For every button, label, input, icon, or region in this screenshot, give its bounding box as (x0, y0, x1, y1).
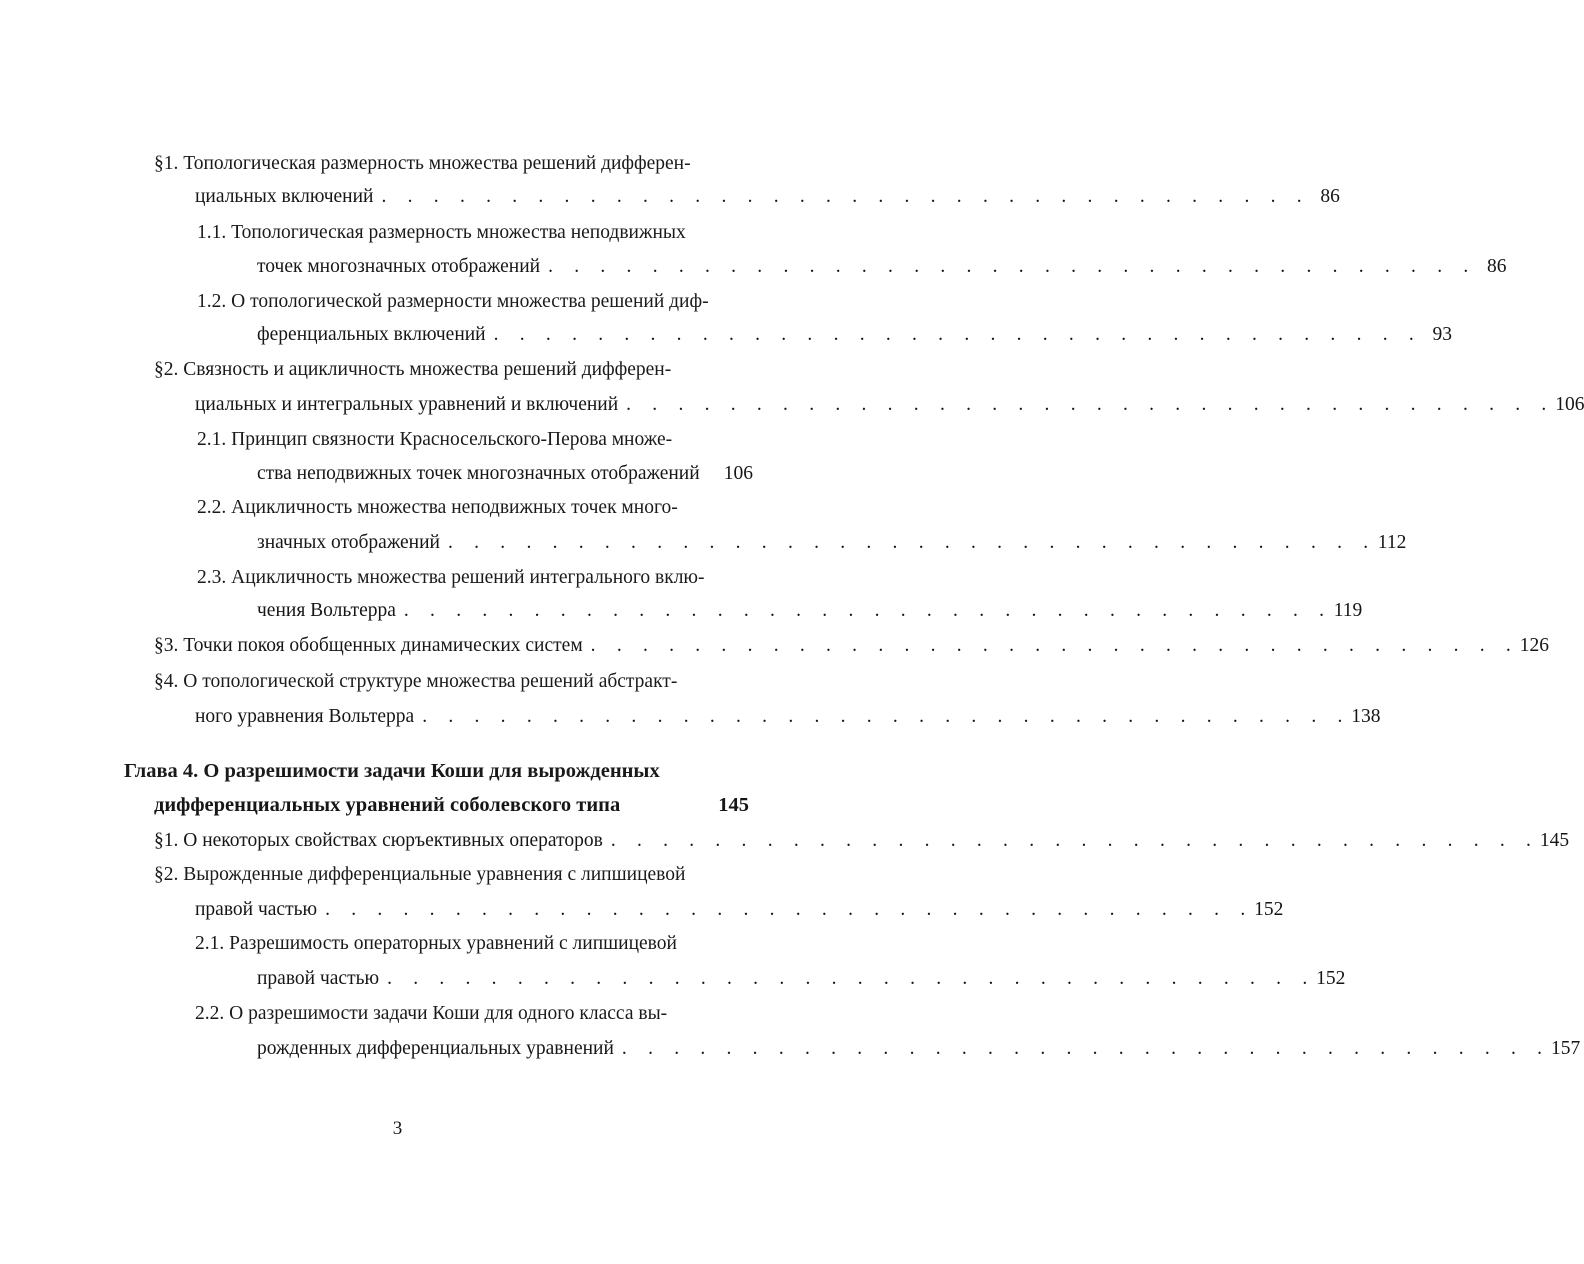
toc-entry-subsection-2-3-line-1: 2.3. Ацикличность множества решений интегрального вклю- (197, 567, 705, 588)
toc-chapter-4-line-1: Глава 4. О разрешимости задачи Коши для вырожденных (124, 760, 660, 782)
leader-dots: . . . . . . . . . . . . . . . . . . . . . . . . . . . . . . . . . . . . (381, 186, 1310, 207)
leader-dots: . . . . . . . . . . . . . . . . . . . . . . . . . . . . . . . . . . . . (610, 830, 1540, 851)
toc-entry-text: §3. Точки покоя обобщенных динамических систем (154, 635, 583, 656)
toc-page-number: 106 (1555, 394, 1584, 415)
toc-page-number: 119 (1333, 600, 1363, 621)
leader-dots: . . . . . . . . . . . . . . . . . . . . . . . . . . . . . . . . . . . . (387, 968, 1316, 989)
toc-entry-ch4-subsection-2-2 (257, 1037, 1581, 1061)
toc-entry-section-4 (195, 705, 1381, 729)
toc-entry-ch4-section-1 (154, 829, 1570, 853)
toc-page-number: 86 (1320, 186, 1340, 207)
toc-entry-subsection-2-1-line-1: 2.1. Принцип связности Красносельского-Перова множе- (197, 429, 673, 450)
toc-entry-text: точек многозначных отображений (257, 256, 541, 277)
toc-entry-section-2 (195, 393, 1584, 417)
toc-entry-text: ного уравнения Вольтерра (195, 706, 415, 727)
toc-entry-subsection-2-3 (257, 599, 1363, 623)
toc-entry-ch4-section-2 (195, 898, 1284, 922)
page-number: 3 (392, 1118, 403, 1139)
toc-page-number: 93 (1432, 324, 1452, 345)
toc-page-number: 145 (1539, 830, 1570, 851)
toc-entry-ch4-subsection-2-2-line-1: 2.2. О разрешимости задачи Коши для одного класса вы- (195, 1003, 668, 1024)
toc-page-number: 157 (1551, 1038, 1581, 1059)
toc-page-number: 106 (723, 463, 753, 484)
toc-page-number: 138 (1351, 706, 1381, 727)
toc-entry-text: правой частью (195, 899, 318, 920)
toc-entry-ch4-section-2-line-1: §2. Вырожденные дифференциальные уравнения с липшицевой (154, 864, 686, 885)
toc-entry-subsection-1-2-line-1: 1.2. О топологической размерности множества решений диф- (197, 291, 709, 312)
toc-entry-section-3 (154, 634, 1549, 658)
toc-entry-subsection-2-2 (257, 531, 1407, 555)
toc-entry-subsection-1-1 (257, 255, 1507, 279)
toc-entry-text: §1. О некоторых свойствах сюръективных операторов (154, 830, 603, 851)
toc-page-number: 112 (1377, 532, 1407, 553)
toc-entry-text: ференциальных включений (257, 324, 486, 345)
leader-dots: . . . . . . . . . . . . . . . . . . . . . . . . . . . . . . . . . . . . (325, 899, 1254, 920)
toc-entry-text: дифференциальных уравнений соболевского типа (154, 794, 621, 816)
toc-page-number: 126 (1519, 635, 1549, 656)
leader-dots: . . . . . . . . . . . . . . . . . . . . . . . . . . . . . . . . . . . . (548, 256, 1477, 277)
toc-entry-text: правой частью (257, 968, 380, 989)
toc-entry-subsection-2-2-line-1: 2.2. Ацикличность множества неподвижных точек много- (197, 497, 678, 518)
leader-dots: . . . . . . . . . . . . . . . . . . . . . . . . . . . . . . . . . . . . (493, 324, 1422, 345)
toc-entry-subsection-2-1 (257, 462, 753, 486)
leader-dots: . . . . . . . . . . . . . . . . . . . . . . . . . . . . . . . . . . . . (448, 532, 1377, 553)
toc-entry-ch4-subsection-2-1 (257, 967, 1346, 991)
toc-entry-subsection-1-2 (257, 323, 1452, 347)
toc-entry-text: рожденных дифференциальных уравнений (257, 1038, 614, 1059)
toc-page-number: 152 (1254, 899, 1284, 920)
toc-entry-section-2-line-1: §2. Связность и ацикличность множества решений дифферен- (154, 359, 672, 380)
toc-entry-text: чения Вольтерра (257, 600, 396, 621)
leader-dots: . . . . . . . . . . . . . . . . . . . . . . . . . . . . . . . . . . . . (621, 1038, 1551, 1059)
leader-dots: . . . . . . . . . . . . . . . . . . . . . . . . . . . . . . . . . . . . (403, 600, 1333, 621)
leader-dots: . . . . . . . . . . . . . . . . . . . . . . . . . . . . . . . . . . . . (590, 635, 1519, 656)
leader-dots: . . . . . . . . . . . . . . . . . . . . . . . . . . . . . . . . . . . . (422, 706, 1351, 727)
toc-entry-text: ства неподвижных точек многозначных отображений (257, 463, 700, 484)
toc-entry-section-1-line-1: §1. Топологическая размерность множества решений дифферен- (154, 153, 691, 174)
toc-entry-text: циальных и интегральных уравнений и включений (195, 394, 619, 415)
toc-page-number: 152 (1316, 968, 1346, 989)
toc-entry-section-1 (195, 185, 1340, 209)
toc-entry-text: циальных включений (195, 186, 374, 207)
toc-entry-ch4-subsection-2-1-line-1: 2.1. Разрешимость операторных уравнений с липшицевой (195, 933, 677, 954)
toc-page-number: 86 (1486, 256, 1507, 277)
toc-page-number: 145 (718, 794, 749, 816)
toc-chapter-4 (154, 793, 749, 817)
leader-dots: . . . . . . . . . . . . . . . . . . . . . . . . . . . . . . . . . . . . (626, 394, 1555, 415)
toc-entry-section-4-line-1: §4. О топологической структуре множества решений абстракт- (154, 671, 678, 692)
toc-entry-text: значных отображений (257, 532, 440, 553)
toc-entry-subsection-1-1-line-1: 1.1. Топологическая размерность множества неподвижных (197, 222, 686, 243)
